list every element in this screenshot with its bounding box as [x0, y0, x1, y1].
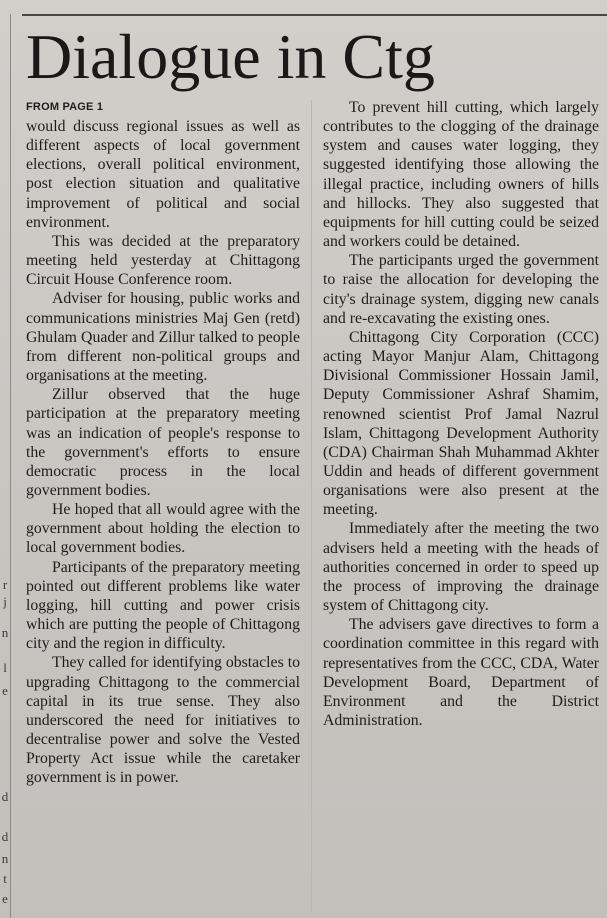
headline: Dialogue in Ctg	[26, 21, 435, 92]
margin-fragment: j	[3, 594, 7, 609]
article-paragraph: Participants of the preparatory meeting pointed out different problems like water logging, hill cutting and power crisis which are putting the people of Chittagong city and the region in difficulty.	[26, 558, 300, 653]
article-paragraph: They called for identifying obstacles to upgrading Chittagong to the commercial capital in its true sense. They also underscored the need for initiatives to decentralise power and solve the Vested Property Act issue while the caretaker government is in power.	[26, 654, 300, 787]
margin-fragment: e	[2, 683, 8, 698]
column-divider	[311, 100, 312, 912]
right-column	[323, 98, 599, 730]
margin-fragment: n	[1, 851, 9, 866]
article-paragraph: Zillur observed that the huge participation at the preparatory meeting was an indication of people's response to the government's efforts to ensure democratic process in the local government bodies.	[26, 386, 300, 499]
margin-fragment: n	[1, 625, 9, 640]
left-paragraphs	[26, 117, 300, 787]
margin-fragment: l	[3, 660, 7, 675]
article-paragraph: This was decided at the preparatory meeting held yesterday at Chittagong Circuit House Conference room.	[26, 232, 300, 289]
margin-fragment: t	[3, 871, 7, 886]
margin-fragment: d	[1, 789, 9, 804]
margin-fragment: r	[2, 577, 8, 592]
article-paragraph: Immediately after the meeting the two advisers held a meeting with the heads of authorities concerned in order to speed up the process of improving the drainage system of Chittagong city.	[323, 520, 599, 615]
margin-fragment: d	[1, 829, 9, 844]
right-paragraphs	[323, 98, 599, 730]
article-paragraph: To prevent hill cutting, which largely contributes to the clogging of the drainage system and causes water logging, they suggested identifying those allowing the illegal practice, including owners of hills and hillocks. They also suggested that equipments for hill cutting could be seized and workers could be detained.	[323, 99, 599, 251]
article-paragraph: The participants urged the government to raise the allocation for developing the city's drainage system, digging new canals and re-excavating the existing ones.	[323, 252, 599, 327]
article-paragraph: Adviser for housing, public works and communications ministries Maj Gen (retd) Ghulam Quader and Zillur talked to people from different non-political groups and organisations at the meeting.	[26, 290, 300, 385]
article-paragraph: He hoped that all would agree with the government about holding the election to local government bodies.	[26, 501, 300, 557]
article-paragraph: The advisers gave directives to form a coordination committee in this regard with representatives from the CCC, CDA, Water Development Board, Department of Environment and the District Administration.	[323, 616, 599, 729]
margin-fragment: e	[2, 891, 8, 906]
left-column	[26, 98, 300, 787]
left-column-edge	[10, 14, 11, 918]
continued-from-label: FROM PAGE 1	[26, 101, 104, 113]
article-paragraph: Chittagong City Corporation (CCC) acting Mayor Manjur Alam, Chittagong Divisional Commissioner Hossain Jamil, Deputy Commissioner Ashraf Shamim, renowned scientist Prof Jamal Nazrul Islam, Chittagong Development Authority (CDA) Chairman Shah Muhammad Akhter Uddin and heads of different government organisations were also present at the meeting.	[323, 328, 599, 519]
article-paragraph: would discuss regional issues as well as different aspects of local government elections, overall political environment, post election situation and qualitative improvement of political and social environment.	[26, 118, 300, 231]
